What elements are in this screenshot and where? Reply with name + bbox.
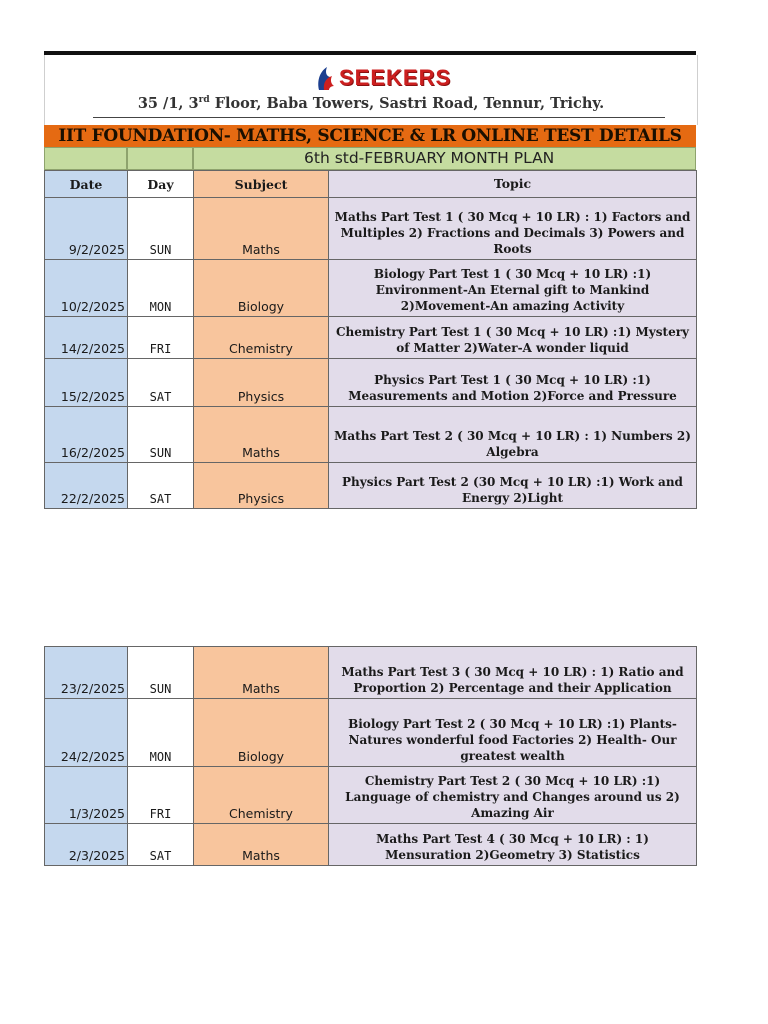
subject-cell: Biology — [194, 260, 329, 317]
subject-cell: Maths — [194, 647, 329, 699]
topic-cell: Physics Part Test 1 ( 30 Mcq + 10 LR) :1) Measurements and Motion 2)Force and Pressure — [329, 359, 697, 407]
plan-cell-empty — [44, 147, 127, 170]
column-header-date: Date — [45, 171, 128, 198]
address-part: Floor, Baba Towers, Sastri Road, Tennur, Trichy. — [209, 95, 605, 112]
topic-cell: Maths Part Test 1 ( 30 Mcq + 10 LR) : 1) Factors and Multiples 2) Fractions and Decimals 3) Powers and Roots — [329, 198, 697, 260]
column-header-subject: Subject — [194, 171, 329, 198]
table-header-row — [45, 171, 697, 198]
address-superscript: rd — [198, 95, 210, 106]
table-row — [45, 407, 697, 463]
table-row — [45, 767, 697, 824]
date-cell: 2/3/2025 — [45, 824, 128, 866]
topic-cell: Biology Part Test 1 ( 30 Mcq + 10 LR) :1) Environment-An Eternal gift to Mankind 2)Movement-An amazing Activity — [329, 260, 697, 317]
table-row — [45, 463, 697, 509]
subject-cell: Maths — [194, 198, 329, 260]
subject-cell: Physics — [194, 359, 329, 407]
topic-cell: Biology Part Test 2 ( 30 Mcq + 10 LR) :1) Plants- Natures wonderful food Factories 2) Health- Our greatest wealth — [329, 699, 697, 767]
column-header-topic: Topic — [329, 171, 697, 198]
document-title: IIT FOUNDATION- MATHS, SCIENCE & LR ONLINE TEST DETAILS — [44, 125, 696, 147]
subject-cell: Maths — [194, 824, 329, 866]
date-cell: 23/2/2025 — [45, 647, 128, 699]
topic-cell: Maths Part Test 4 ( 30 Mcq + 10 LR) : 1) Mensuration 2)Geometry 3) Statistics — [329, 824, 697, 866]
letterhead — [44, 55, 698, 125]
day-cell: SUN — [128, 198, 194, 260]
table-row — [45, 647, 697, 699]
column-header-day: Day — [128, 171, 194, 198]
day-cell: SAT — [128, 463, 194, 509]
day-cell: FRI — [128, 317, 194, 359]
day-cell: SAT — [128, 824, 194, 866]
subject-cell: Chemistry — [194, 317, 329, 359]
schedule-table — [44, 170, 697, 509]
table-row — [45, 260, 697, 317]
date-cell: 1/3/2025 — [45, 767, 128, 824]
table-row — [45, 359, 697, 407]
table-row — [45, 317, 697, 359]
divider — [93, 117, 665, 118]
subject-cell: Physics — [194, 463, 329, 509]
day-cell: MON — [128, 260, 194, 317]
plan-cell-empty — [127, 147, 193, 170]
address-part: 35 /1, 3 — [137, 95, 199, 112]
table-row — [45, 198, 697, 260]
topic-cell: Chemistry Part Test 2 ( 30 Mcq + 10 LR) :1) Language of chemistry and Changes around us 2) Amazing Air — [329, 767, 697, 824]
date-cell: 24/2/2025 — [45, 699, 128, 767]
day-cell: SUN — [128, 647, 194, 699]
date-cell: 14/2/2025 — [45, 317, 128, 359]
date-cell: 15/2/2025 — [45, 359, 128, 407]
date-cell: 16/2/2025 — [45, 407, 128, 463]
schedule-table-continued — [44, 646, 697, 866]
seekers-emblem-icon — [315, 64, 337, 92]
table-row — [45, 824, 697, 866]
topic-cell: Chemistry Part Test 1 ( 30 Mcq + 10 LR) :1) Mystery of Matter 2)Water-A wonder liquid — [329, 317, 697, 359]
day-cell: MON — [128, 699, 194, 767]
plan-row — [44, 147, 696, 170]
subject-cell: Maths — [194, 407, 329, 463]
date-cell: 9/2/2025 — [45, 198, 128, 260]
address — [45, 95, 697, 112]
topic-cell: Maths Part Test 2 ( 30 Mcq + 10 LR) : 1) Numbers 2) Algebra — [329, 407, 697, 463]
day-cell: SAT — [128, 359, 194, 407]
topic-cell: Maths Part Test 3 ( 30 Mcq + 10 LR) : 1) Ratio and Proportion 2) Percentage and their Application — [329, 647, 697, 699]
date-cell: 22/2/2025 — [45, 463, 128, 509]
topic-cell: Physics Part Test 2 (30 Mcq + 10 LR) :1) Work and Energy 2)Light — [329, 463, 697, 509]
subject-cell: Biology — [194, 699, 329, 767]
seekers-logo — [315, 63, 451, 93]
date-cell: 10/2/2025 — [45, 260, 128, 317]
day-cell: SUN — [128, 407, 194, 463]
table-row — [45, 699, 697, 767]
subject-cell: Chemistry — [194, 767, 329, 824]
day-cell: FRI — [128, 767, 194, 824]
brand-name: SEEKERS — [339, 65, 452, 90]
plan-title: 6th std-FEBRUARY MONTH PLAN — [193, 147, 696, 170]
